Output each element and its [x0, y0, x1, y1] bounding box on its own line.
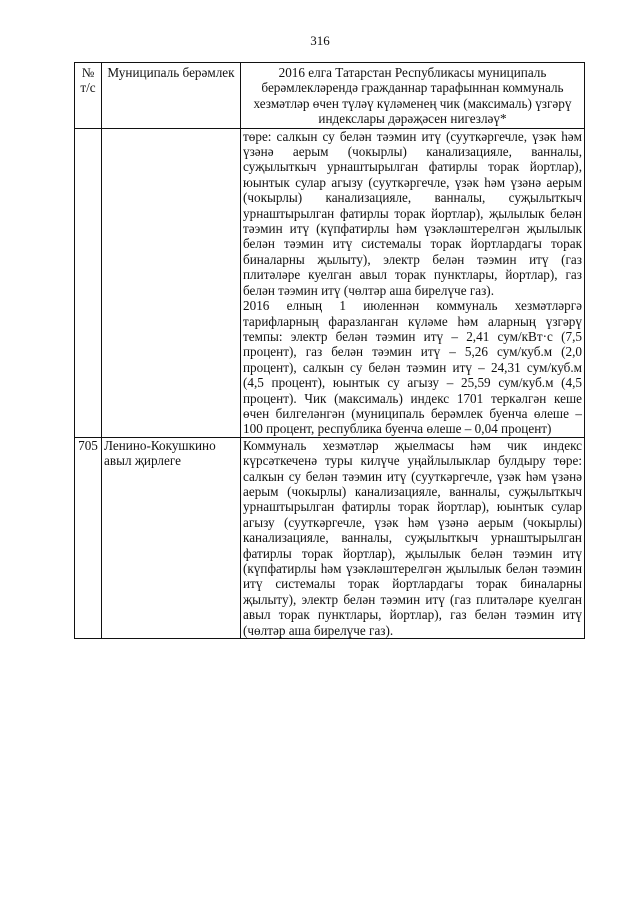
table-row [75, 128, 585, 437]
row-description [241, 437, 585, 638]
row-municipality: Ленино-Кокушкино авыл җирлеге [102, 437, 241, 638]
row-number: 705 [75, 437, 102, 638]
header-description: 2016 елга Татарстан Республикасы муниципаль берәмлекләрендә гражданнар тарафыннан коммуналь хезмәтләр өчен түләү күләменең чик (максималь) үзгәрү индекслары дәрәҗәсен нигезләү* [241, 63, 585, 129]
row-description [241, 128, 585, 437]
table-row [75, 437, 585, 638]
description-paragraph: Коммуналь хезмәтләр җыелмасы һәм чик индекс күрсәткеченә туры килүче уңайлылыклар булдыру төре: салкын су белән тәэмин итү (сууткәргечле, үзәк һәм үзәнә аерым (чокырлы) канализацияле, ванналы, суҗылыткыч урнаштырылган фатирлы торак йортлар), юынтык сулар агызу (сууткәргечле, үзәк һәм үзәнә аерым (чокырлы) канализацияле, ванналы, суҗылыткыч урнаштырылган фатирлы торак йортлар), җылылык белән тәэмин итү (күпфатирлы һәм үзәкләштерелгән җылылык белән тәэмин итү системалы торак йортлардагы торак биналарны җылыту), электр белән тәэмин итү (газ плитәләре куелган авыл торак пунктлары, йортлар), газ белән тәэмин итү (чөлтәр аша бирелүче газ). [243, 437, 582, 638]
header-number: № т/с [75, 63, 102, 129]
header-row [75, 63, 585, 129]
row-municipality [102, 128, 241, 437]
page-number: 316 [310, 33, 330, 48]
description-paragraph: төре: салкын су белән тәэмин итү (сууткәргечле, үзәк һәм үзәнә аерым (чокырлы) канализацияле, ванналы, суҗылыткыч урнаштырылган фатирлы торак йортлар), юынтык сулар агызу (сууткәргечле, үзәк һәм үзәнә аерым (чокырлы) канализацияле, ванналы, суҗылыткыч урнаштырылган фатирлы торак йортлар), җылылык белән тәэмин итү (күпфатирлы һәм үзәкләштерелгән җылылык белән тәэмин итү системалы торак йортлардагы торак биналарны җылыту), электр белән тәэмин итү (газ плитәләре куелган авыл торак пунктлары, йортлар), газ белән тәэмин итү (чөлтәр аша бирелүче газ). [243, 128, 582, 298]
header-municipality: Муниципаль берәмлек [102, 63, 241, 129]
description-paragraph: 2016 елның 1 июленнән коммуналь хезмәтләргә тарифларның фаразланган күләме һәм аларның үзгәрү темпы: электр белән тәэмин итү – 2,41 сум/кВт·с (7,5 процент), газ белән тәэмин итү – 5,26 сум/куб.м (2,0 процент), салкын су белән тәэмин итү – 24,31 сум/куб.м (4,5 процент), юынтык су агызу – 25,59 сум/куб.м (4,5 процент). Чик (максималь) индекс 1701 теркәлгән кеше өчен билгеләнгән (муниципаль берәмлек буенча өлеше – 100 процент, республика буенча өлеше – 0,04 процент) [243, 298, 582, 437]
tariff-table [74, 62, 585, 639]
table-header [75, 63, 585, 129]
row-number [75, 128, 102, 437]
